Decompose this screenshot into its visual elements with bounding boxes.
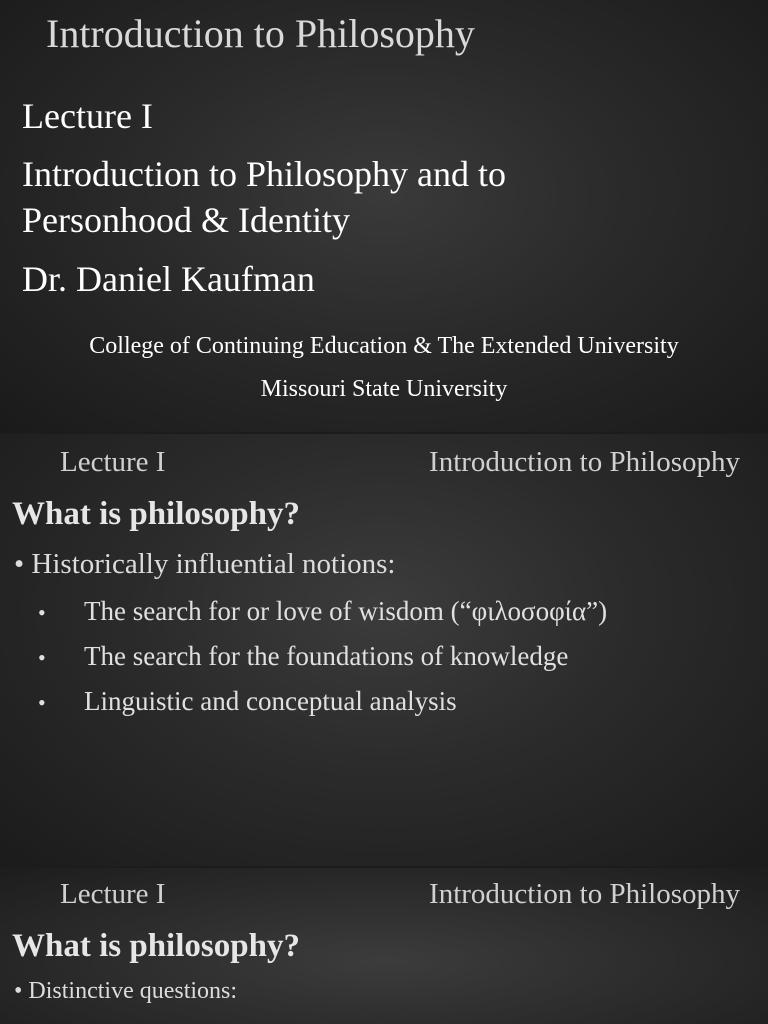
bullet-icon: •: [14, 548, 25, 580]
slide-heading: What is philosophy?: [12, 928, 300, 964]
slide-heading: What is philosophy?: [12, 496, 300, 532]
slide-header-lecture: Lecture I: [60, 446, 166, 478]
list-item: [38, 596, 607, 627]
slide-header-course: Introduction to Philosophy: [429, 446, 740, 478]
subtitle-line-2: Personhood & Identity: [22, 200, 350, 240]
main-bullet: [14, 978, 237, 1005]
bullet-icon: •: [38, 690, 46, 715]
list-item-text: The search for or love of wisdom (“φιλοσοφία”): [84, 596, 608, 626]
list-item-text: Linguistic and conceptual analysis: [84, 686, 457, 716]
list-item: [38, 641, 568, 672]
bullet-text: Distinctive questions:: [28, 978, 238, 1004]
content-slide-1: [0, 434, 768, 866]
bullet-icon: •: [38, 645, 46, 670]
title-slide: [0, 0, 768, 432]
main-bullet: [14, 548, 395, 581]
list-item: [38, 686, 457, 717]
list-item-text: The search for the foundations of knowledge: [84, 641, 569, 671]
university-name: Missouri State University: [260, 376, 508, 402]
subtitle-line-1: Introduction to Philosophy and to: [22, 154, 506, 194]
slide-title: Introduction to Philosophy: [46, 11, 475, 56]
lecture-label: Lecture I: [22, 96, 153, 136]
content-slide-2: [0, 868, 768, 1024]
author-name: Dr. Daniel Kaufman: [22, 259, 315, 299]
bullet-text: Historically influential notions:: [31, 548, 396, 580]
bullet-icon: •: [38, 600, 46, 625]
slide-header-lecture: Lecture I: [60, 878, 166, 910]
college-name: College of Continuing Education & The Extended University: [89, 333, 679, 359]
slide-header-course: Introduction to Philosophy: [429, 878, 740, 910]
bullet-icon: •: [14, 978, 23, 1004]
